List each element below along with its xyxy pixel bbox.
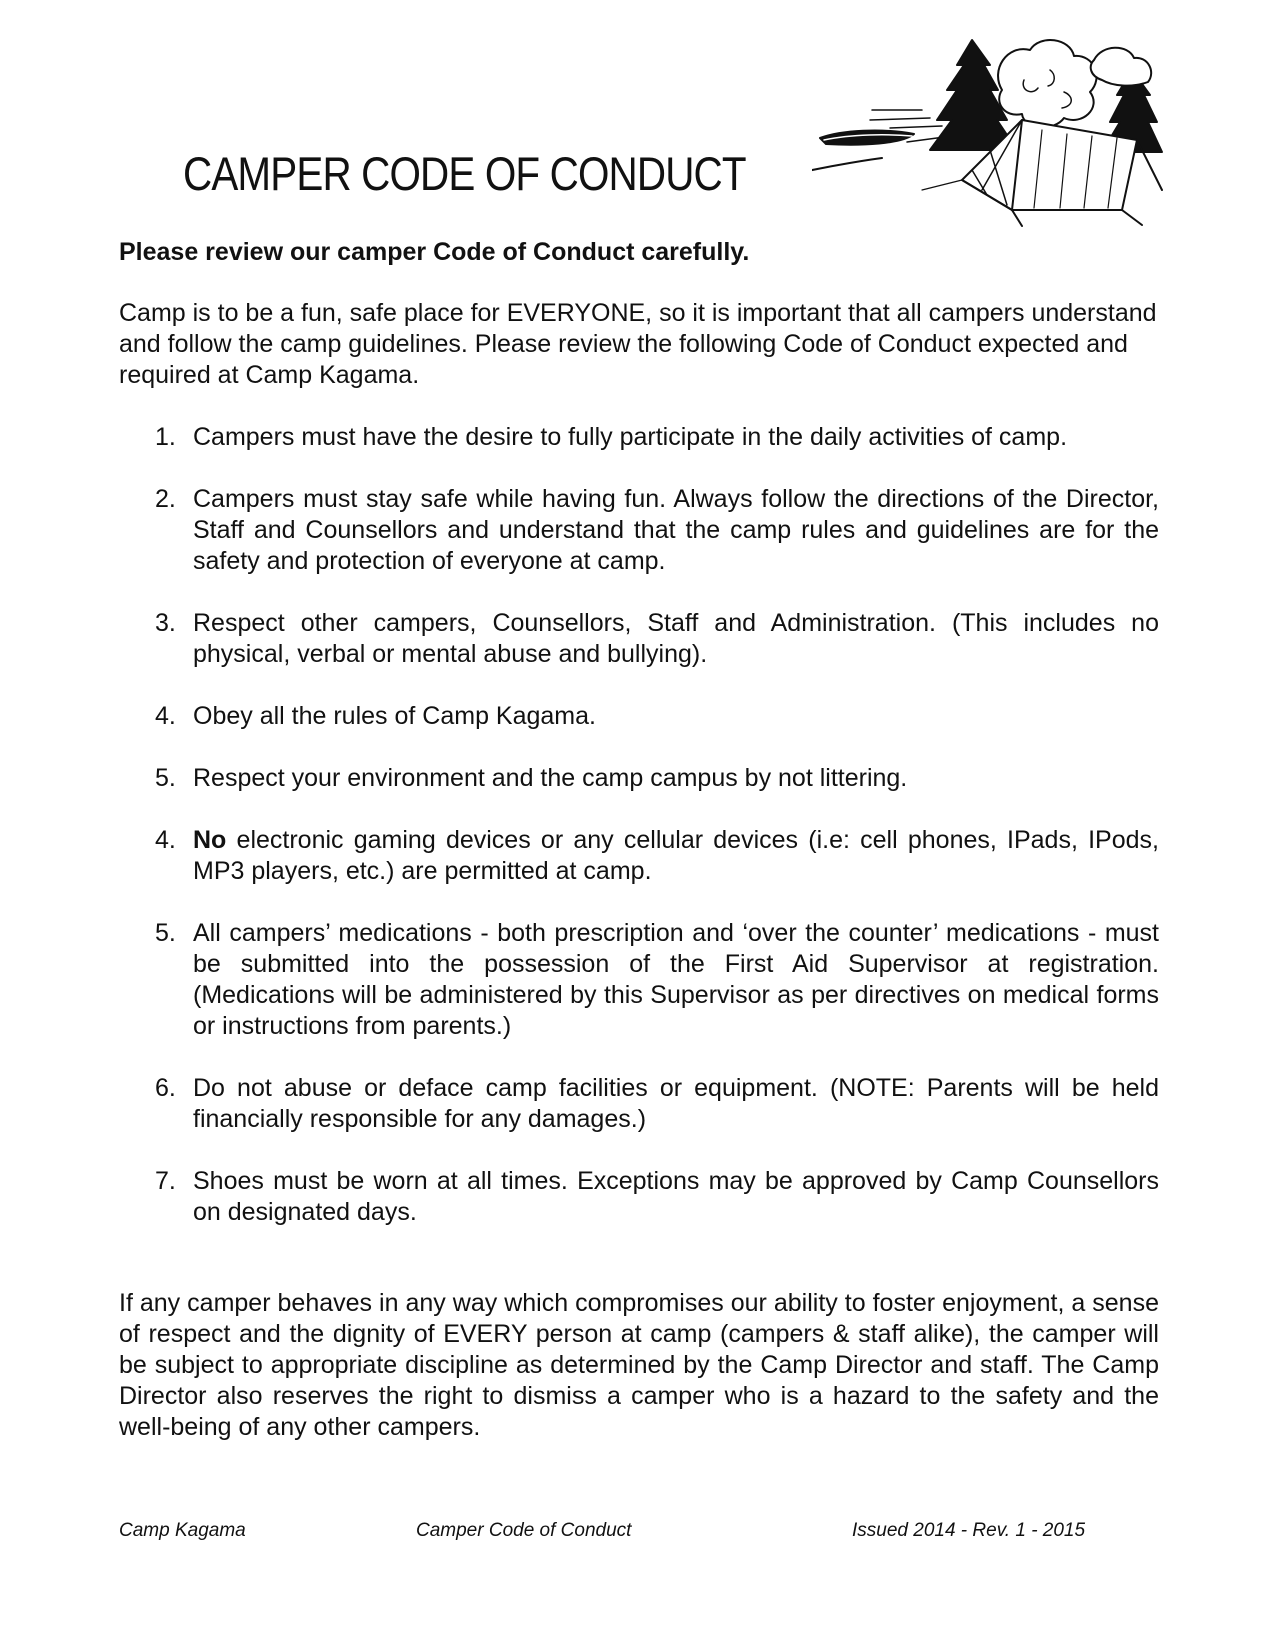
camp-tent-illustration (812, 30, 1192, 230)
rule-text (193, 826, 1159, 885)
rule-number: 5. (155, 919, 176, 947)
rule-item (119, 1166, 1159, 1228)
rule-text: Obey all the rules of Camp Kagama. (193, 702, 596, 730)
rule-item (119, 918, 1159, 1042)
rule-item (119, 825, 1159, 887)
rule-item (119, 701, 1159, 732)
rule-text: Campers must stay safe while having fun. Always follow the directions of the Director, Staff and Counsellors and understand that the camp rules and guidelines are for the safety and protection of everyone at camp. (193, 485, 1159, 575)
rule-number: 2. (155, 485, 176, 513)
rule-text: Campers must have the desire to fully participate in the daily activities of camp. (193, 423, 1068, 451)
footer-camp-name: Camp Kagama (119, 1520, 246, 1541)
page-title: CAMPER CODE OF CONDUCT (183, 147, 746, 200)
rules-list (119, 422, 1159, 1259)
intro-heading: Please review our camper Code of Conduct carefully. (119, 238, 750, 266)
intro-paragraph: Camp is to be a fun, safe place for EVERYONE, so it is important that all campers understand and follow the camp guidelines. Please review the following Code of Conduct expected and required at Camp Kagama. (119, 299, 1157, 389)
rule-number: 5. (155, 764, 176, 792)
footer-document-name: Camper Code of Conduct (416, 1520, 632, 1541)
footer-revision: Issued 2014 - Rev. 1 - 2015 (852, 1520, 1086, 1541)
rule-text: Do not abuse or deface camp facilities or equipment. (NOTE: Parents will be held financially responsible for any damages.) (193, 1074, 1159, 1133)
rule-item (119, 763, 1159, 794)
rule-text-rest: electronic gaming devices or any cellular devices (i.e: cell phones, IPads, IPods, MP3 players, etc.) are permitted at camp. (193, 826, 1159, 885)
rule-text: Respect your environment and the camp campus by not littering. (193, 764, 908, 792)
rule-number: 4. (155, 826, 176, 854)
rule-text: Shoes must be worn at all times. Exceptions may be approved by Camp Counsellors on designated days. (193, 1167, 1159, 1226)
rule-number: 7. (155, 1167, 176, 1195)
rule-text: All campers’ medications - both prescription and ‘over the counter’ medications - must be submitted into the possession of the First Aid Supervisor at registration. (Medications will be administered by this Supervisor as per directives on medical forms or instructions from parents.) (193, 919, 1159, 1040)
closing-paragraph: If any camper behaves in any way which compromises our ability to foster enjoyment, a sense of respect and the dignity of EVERY person at camp (campers & staff alike), the camper will be subject to appropriate discipline as determined by the Camp Director and staff. The Camp Director also reserves the right to dismiss a camper who is a hazard to the safety and the well-being of any other campers. (119, 1289, 1159, 1441)
rule-item (119, 422, 1159, 453)
rule-emphasis: No (193, 826, 227, 854)
rule-item (119, 608, 1159, 670)
rule-item (119, 484, 1159, 577)
rule-item (119, 1073, 1159, 1135)
rule-text: Respect other campers, Counsellors, Staff and Administration. (This includes no physical, verbal or mental abuse and bullying). (193, 609, 1159, 668)
rule-number: 4. (155, 702, 176, 730)
rule-number: 1. (155, 423, 176, 451)
page-footer (0, 1520, 1275, 1546)
rule-number: 6. (155, 1074, 176, 1102)
rule-number: 3. (155, 609, 176, 637)
